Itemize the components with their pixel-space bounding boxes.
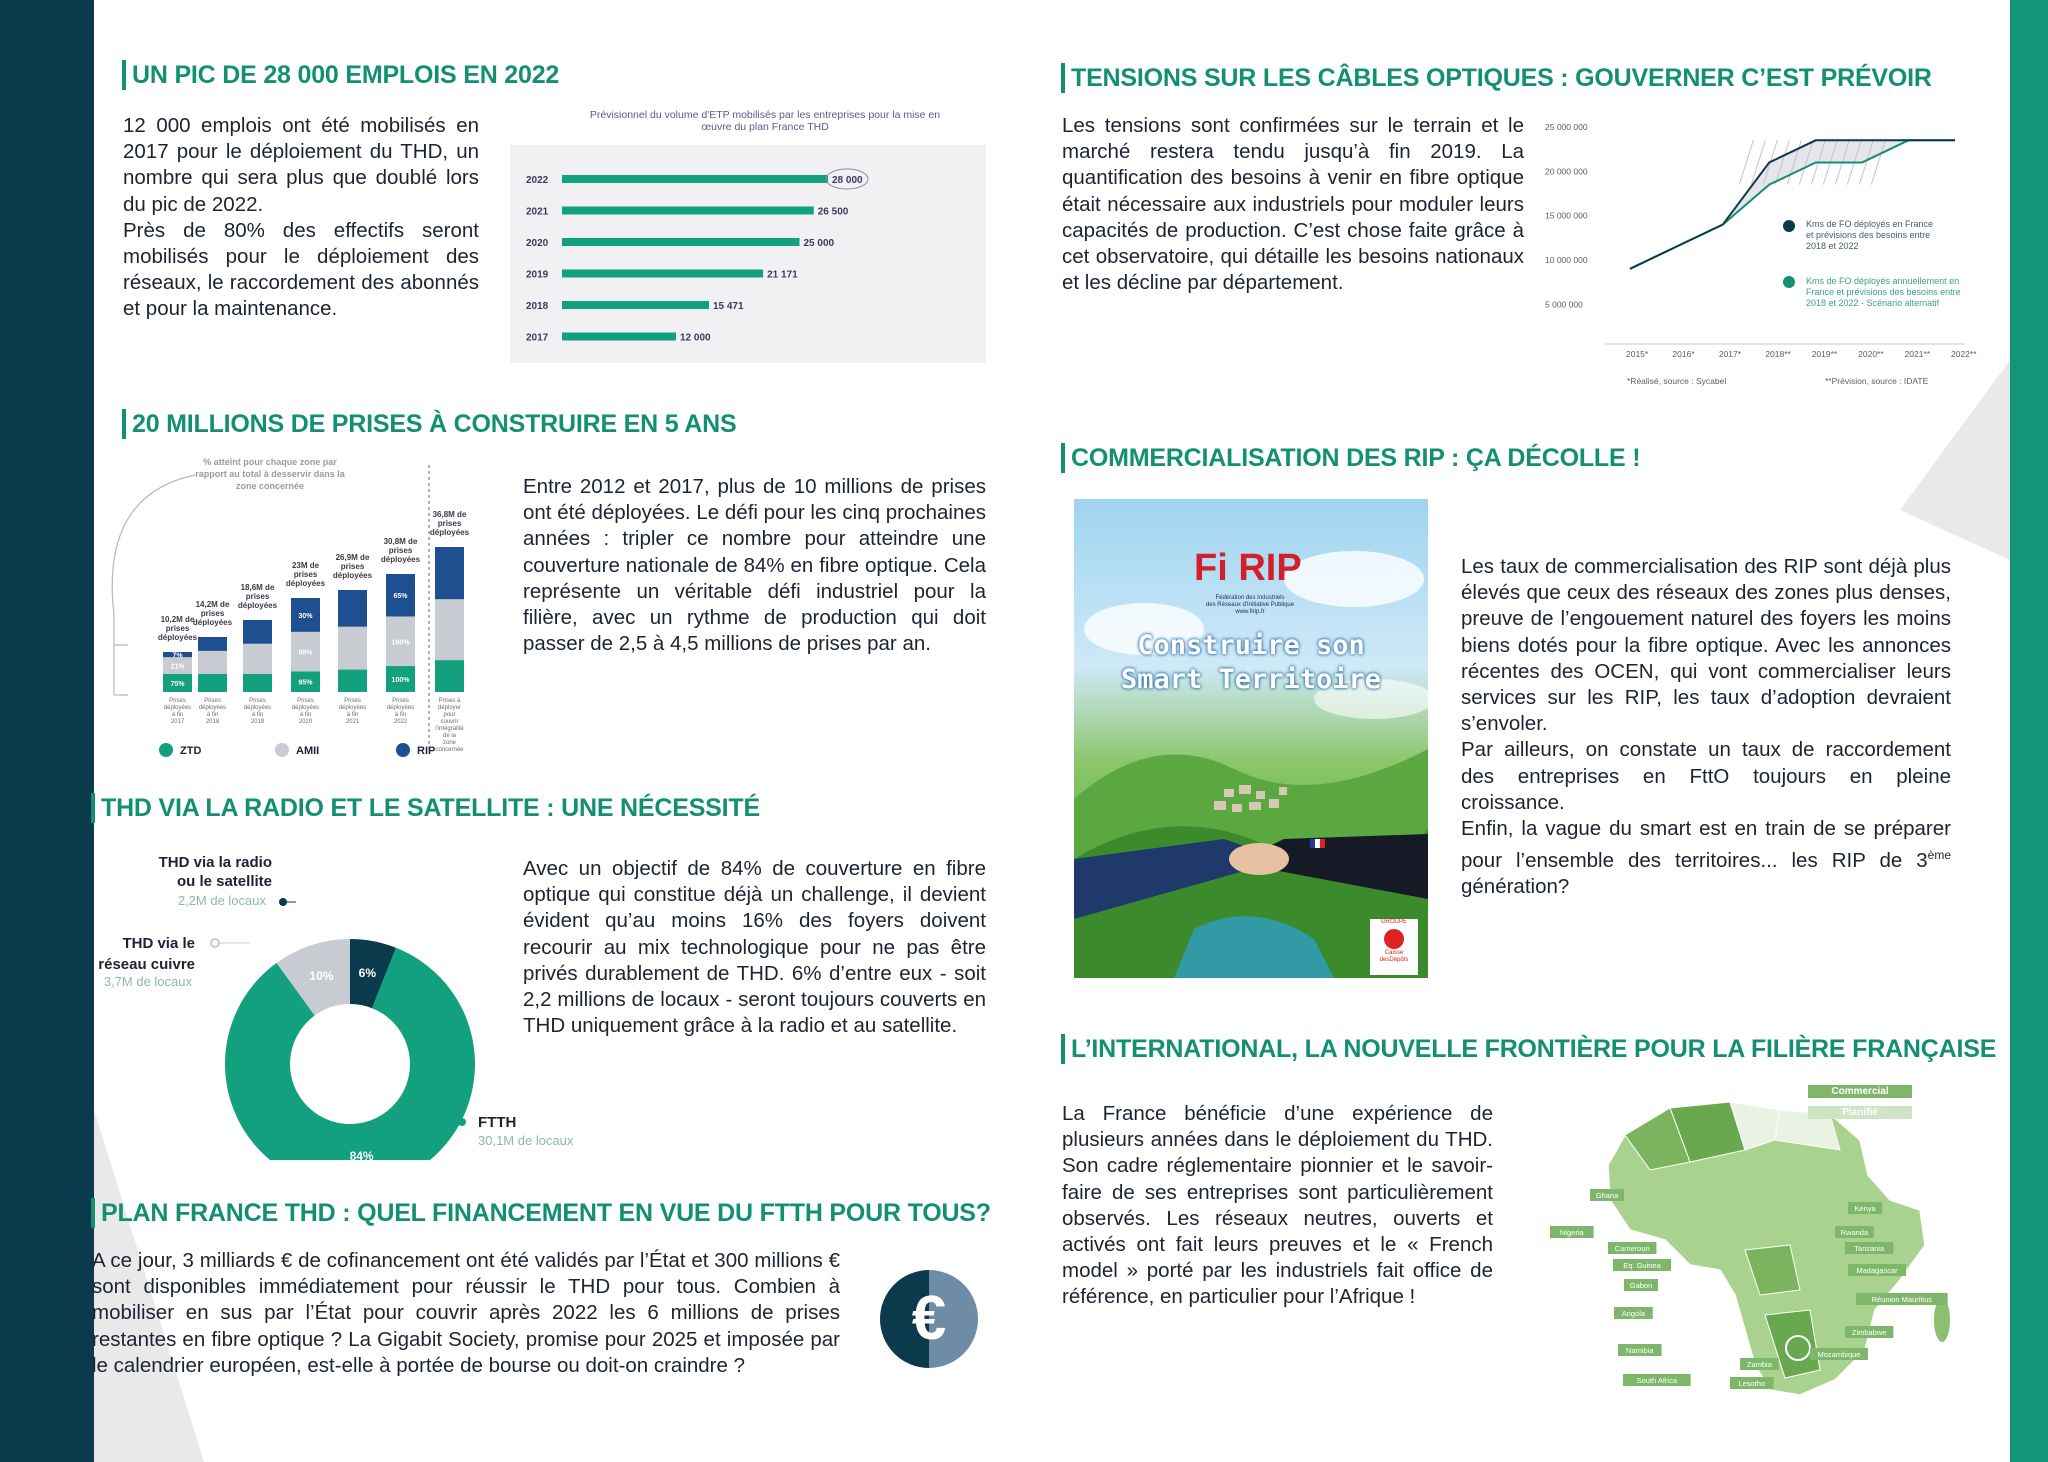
etp-bar	[562, 333, 676, 341]
prises-legend-dot	[275, 743, 289, 757]
prises-annotation-1: % atteint pour chaque zone par	[203, 457, 337, 467]
prises-top-label: déployées	[157, 633, 198, 642]
prises-stacked-chart	[100, 455, 500, 760]
prises-category-label: à fin	[346, 712, 359, 718]
prises-category-label: déployées	[291, 705, 320, 711]
legend-planifie: Planifié	[1808, 1106, 1912, 1119]
text-rip-p3-sup: ème	[1927, 848, 1951, 863]
prises-top-label: 26,9M de	[335, 553, 370, 562]
donut-leader-dot-cuivre	[211, 939, 219, 947]
fo-legend-alt-1: Kms de FO déployés annuellement en	[1806, 276, 1960, 286]
prises-category-label: 2019	[250, 719, 265, 725]
prises-top-label: prises	[165, 624, 190, 633]
fo-y-tick: 10 000 000	[1545, 254, 1588, 265]
prises-bar-ztd	[198, 674, 227, 692]
fo-y-tick: 25 000 000	[1545, 122, 1588, 132]
prises-category-label: 2022	[393, 719, 408, 725]
prises-top-label: déployées	[332, 571, 373, 580]
section-title-radio: THD VIA LA RADIO ET LE SATELLITE : UNE NÉCESSITÉ	[91, 793, 760, 823]
map-country-label: Zimbabwe	[1851, 1328, 1887, 1337]
text-rip-p3	[1461, 816, 1951, 900]
poster-logo-sub	[1180, 595, 1320, 616]
text-rip	[1461, 554, 1951, 900]
left-decorative-band	[0, 0, 94, 1462]
map-country-label: Nigeria	[1559, 1228, 1584, 1237]
map-country-label: Madagascar	[1856, 1266, 1898, 1275]
chart-title-etp-l2: œuvre du plan France THD	[701, 121, 829, 133]
prises-label-amii: 100%	[391, 639, 410, 647]
section-title-emplois: UN PIC DE 28 000 EMPLOIS EN 2022	[122, 60, 559, 90]
poster-logo: Fi RIP	[1194, 547, 1302, 589]
prises-category-label: déployées	[163, 705, 192, 711]
fo-hatch-line	[1739, 140, 1753, 184]
prises-category-label: Prises	[204, 698, 221, 704]
prises-top-label: 23M de	[291, 561, 320, 570]
fo-legend-alt-2: France et prévisions des besoins entre	[1806, 287, 1961, 297]
section-title-prises: 20 MILLIONS DE PRISES À CONSTRUIRE EN 5 ANS	[122, 409, 736, 439]
text-rip-p3b: génération?	[1461, 875, 1570, 899]
prises-top-label: déployées	[285, 579, 326, 588]
poster-badge-1: GROUPE	[1380, 919, 1407, 925]
fo-y-tick: 15 000 000	[1545, 210, 1588, 221]
prises-top-label: prises	[437, 519, 462, 528]
prises-legend-label: AMII	[296, 745, 320, 757]
etp-year-label: 2018	[526, 301, 549, 312]
map-country-label: Eq. Guinea	[1623, 1261, 1661, 1270]
prises-bar-ztd	[435, 660, 464, 692]
map-country-label: Réunion Mauritius	[1871, 1295, 1933, 1304]
map-country-label: Kenya	[1854, 1204, 1876, 1213]
etp-value-label: 15 471	[712, 301, 744, 312]
donut-value-label: 6%	[358, 966, 377, 981]
chart-title-etp	[540, 109, 990, 133]
fo-x-tick: 2022**	[1951, 349, 1977, 359]
map-country-label: South Africa	[1636, 1376, 1678, 1385]
etp-value-label: 21 171	[767, 269, 798, 281]
prises-category-label: déployées	[386, 705, 415, 711]
prises-bar-rip	[435, 547, 464, 599]
prises-legend-label: ZTD	[180, 745, 202, 757]
prises-bar-amii	[198, 651, 227, 674]
prises-label-rip: 65%	[393, 593, 408, 601]
poster-logo-sub-1: Fédération des Industriels	[1215, 595, 1285, 601]
map-country-label: Zambia	[1746, 1360, 1772, 1369]
prises-category-label: pour	[443, 712, 456, 718]
fo-legend-alt-3: 2018 et 2022 - Scénario alternatif	[1806, 298, 1940, 308]
prises-category-label: 2018	[205, 719, 220, 725]
prises-category-label: à fin	[206, 712, 219, 718]
prises-category-label: de la	[442, 733, 457, 739]
prises-category-label: Prises à	[438, 698, 461, 704]
prises-category-label: à fin	[394, 712, 407, 718]
etp-bar	[562, 270, 763, 278]
text-emplois-p1: 12 000 emplois ont été mobilisés en 2017 pour le déploiement du THD, un nombre qui sera plus que doublé lors du pic de 2022.	[123, 114, 479, 216]
fo-legend-main-1: Kms de FO déployés en France	[1806, 219, 1934, 229]
prises-bar-ztd	[338, 670, 367, 692]
prises-legend-dot	[159, 743, 173, 757]
etp-value-label: 26 500	[817, 206, 849, 218]
section-title-rip: COMMERCIALISATION DES RIP : ÇA DÉCOLLE !	[1061, 443, 1640, 473]
prises-category-label: Prises	[169, 698, 186, 704]
map-country-label: Rwanda	[1840, 1228, 1869, 1237]
prises-top-label: 14,2M de	[195, 600, 230, 609]
poster-title-1: Construire son	[1137, 630, 1365, 661]
map-country-label: Angola	[1621, 1309, 1646, 1318]
euro-symbol: €	[911, 1284, 947, 1353]
fo-x-tick: 2016*	[1672, 349, 1695, 359]
etp-value-label: 12 000	[680, 332, 711, 344]
prises-label-ztd: 75%	[170, 681, 185, 688]
prises-label-rip: 30%	[298, 612, 313, 620]
etp-bar	[562, 175, 828, 183]
prises-top-label: déployées	[429, 528, 470, 537]
map-country-label: Gabon	[1629, 1281, 1653, 1290]
thd-donut-chart	[80, 840, 600, 1160]
poster-badge-2: Caisse	[1384, 950, 1404, 956]
prises-label-ztd: 100%	[391, 677, 410, 685]
text-radio: Avec un objectif de 84% de couverture en fibre optique qui constitue déjà un challenge, il devient évident qu’au moins 16% des foyers doivent recourir au mix technologique pour ne pas être privés durablement de THD. 6% d’entre eux - soit 2,2 millions de locaux - seront toujours couverts en THD uniquement grâce à la radio et au satellite.	[523, 857, 986, 1038]
text-financement: A ce jour, 3 milliards € de cofinancement ont été validés par l’État et 300 millions € sont disponibles immédiatement pour réussir le THD pour tous. Combien à mobiliser en sus par l’État pour couvrir après 2022 les 6 millions de prises restantes en fibre optique ? La Gigabit Society, promise pour 2025 et imposée par le calendrier européen, est-elle à portée de bourse ou doit-on craindre ?	[92, 1249, 840, 1377]
map-country-label: Mozambique	[1817, 1350, 1861, 1359]
prises-top-label: prises	[245, 592, 270, 601]
prises-bar-amii	[435, 599, 464, 660]
text-emplois	[123, 113, 479, 323]
prises-top-label: déployées	[237, 601, 278, 610]
text-rip-p1: Les taux de commercialisation des RIP sont déjà plus élevés que ceux des réseaux des zones plus denses, preuve de l’engouement naturel des foyers les moins biens dotés pour la fibre optique. Avec les annonces récentes des OCEN, qui vont commercialiser leurs services sur les RIP, les taux d’adoption devraient s’envoler.	[1461, 555, 1951, 736]
prises-bar-ztd	[243, 674, 272, 692]
map-country-label: Tanzania	[1854, 1244, 1885, 1253]
etp-bar	[562, 207, 814, 215]
etp-value-label: 25 000	[803, 238, 835, 249]
prises-category-label: l'intégralité	[435, 726, 464, 732]
prises-legend-label: RIP	[417, 745, 436, 757]
prises-annotation-3: zone concernée	[235, 481, 305, 491]
donut-label-cuivre-1: THD via le	[122, 935, 195, 952]
poster-logo-sub-3: www.firip.fr	[1235, 609, 1265, 615]
donut-label-cuivre-2: réseau cuivre	[98, 956, 195, 973]
donut-label-radio-sub: 2,2M de locaux	[177, 893, 266, 908]
fo-y-tick: 20 000 000	[1545, 166, 1588, 177]
map-country-label: Namibia	[1626, 1346, 1654, 1355]
prises-category-label: 2021	[345, 719, 360, 725]
right-decorative-band	[2010, 0, 2048, 1462]
donut-label-radio-2: ou le satellite	[176, 873, 272, 890]
prises-category-label: Prises	[297, 698, 314, 704]
poster-badge	[1370, 919, 1418, 964]
poster-title-2: Smart Territoire	[1120, 664, 1382, 695]
donut-label-radio-1: THD via la radio	[158, 854, 272, 871]
fo-x-tick: 2020**	[1858, 349, 1884, 359]
poster-logo-sub-2: des Réseaux d'Initiative Publique	[1205, 602, 1295, 608]
prises-label-ztd: 95%	[298, 679, 313, 687]
etp-bar	[562, 238, 800, 246]
prises-top-label: 10,2M de	[160, 615, 195, 624]
fo-x-tick: 2018**	[1765, 349, 1791, 359]
poster-title	[1074, 629, 1428, 697]
fibre-line-chart	[1545, 112, 1985, 392]
text-rip-p2: Par ailleurs, on constate un taux de raccordement des entreprises en FttO toujours en pleine croissance.	[1461, 738, 1951, 814]
prises-top-label: 36,8M de	[432, 510, 467, 519]
prises-top-label: 18,6M de	[240, 583, 275, 592]
fo-note-prevision: **Prévision, source : IDATE	[1825, 376, 1929, 386]
etp-year-label: 2021	[526, 206, 549, 218]
prises-category-label: à fin	[251, 712, 264, 718]
prises-annotation-bracket	[114, 645, 128, 695]
prises-legend-dot	[396, 743, 410, 757]
text-international: La France bénéficie d’une expérience de plusieurs années dans le déploiement du THD. Son cadre réglementaire pionnier et le savoir-faire de ses entreprises sont particulièrement observés. Les réseaux neutres, ouverts et activés ont fait leurs preuves et le « French model » porté par les industriels fait office de référence, en particulier pour l’Afrique !	[1062, 1102, 1493, 1309]
donut-label-ftth-sub: 30,1M de locaux	[478, 1133, 574, 1148]
prises-category-label: déployées	[338, 705, 367, 711]
donut-value-label: 10%	[309, 969, 334, 984]
map-country-label: Lesotho	[1738, 1379, 1766, 1388]
prises-label-amii: 88%	[298, 649, 313, 657]
chart-title-etp-l1: Prévisionnel du volume d'ETP mobilisés par les entreprises pour la mise en	[589, 109, 941, 121]
fo-legend-dot-alt	[1783, 276, 1795, 288]
poster-badge-3: desDépôts	[1379, 957, 1409, 963]
prises-category-label: concernée	[435, 747, 464, 753]
fo-legend-main-3: 2018 et 2022	[1806, 241, 1859, 251]
fo-x-tick: 2019**	[1811, 349, 1838, 359]
prises-bar-rip	[198, 637, 227, 651]
prises-top-label: déployées	[192, 618, 233, 627]
etp-year-label: 2022	[526, 175, 549, 186]
legend-commercial: Commercial	[1808, 1085, 1912, 1098]
firip-poster	[1074, 499, 1428, 978]
fo-gap-area	[1630, 140, 1955, 269]
fo-legend-main-2: et prévisions des besoins entre	[1806, 230, 1931, 240]
section-title-financement: PLAN FRANCE THD : QUEL FINANCEMENT EN VUE DU FTTH POUR TOUS?	[91, 1198, 991, 1228]
donut-label-cuivre-sub: 3,7M de locaux	[103, 974, 192, 989]
map-country-label: Ghana	[1595, 1191, 1619, 1200]
fo-x-tick: 2021**	[1904, 349, 1931, 359]
prises-category-label: déployées	[243, 705, 272, 711]
prises-bar-rip	[338, 590, 367, 627]
prises-category-label: déployées	[198, 705, 227, 711]
prises-top-label: prises	[340, 562, 365, 571]
prises-bar-amii	[243, 644, 272, 674]
prises-top-label: déployées	[380, 555, 421, 564]
prises-top-label: prises	[200, 609, 225, 618]
prises-category-label: déployer	[437, 705, 462, 711]
euro-icon	[880, 1270, 978, 1368]
fo-note-realise: *Réalisé, source : Sycabel	[1627, 376, 1727, 386]
prises-label-amii: 21%	[170, 663, 185, 671]
etp-year-label: 2017	[526, 332, 549, 344]
prises-top-label: 30,8M de	[383, 537, 418, 546]
prises-category-label: à fin	[171, 712, 184, 718]
fo-y-tick: 5 000 000	[1545, 299, 1583, 310]
prises-category-label: Prises	[392, 698, 409, 704]
prises-bar-amii	[338, 627, 367, 670]
donut-label-ftth: FTTH	[478, 1114, 517, 1131]
fo-x-tick: 2017*	[1718, 349, 1742, 359]
fo-legend-dot-main	[1783, 220, 1795, 232]
prises-top-label: prises	[293, 570, 318, 579]
prises-label-rip: 7%	[172, 652, 183, 660]
etp-value-label: 28 000	[832, 175, 863, 186]
prises-category-label: à fin	[299, 712, 312, 718]
text-rip-p3a: Enfin, la vague du smart est en train de se préparer pour l’ensemble des territoires... les RIP de 3	[1461, 817, 1951, 873]
donut-leader-dot-ftth	[458, 1118, 466, 1126]
map-country-label: Cameroun	[1614, 1244, 1650, 1253]
fo-x-tick: 2015*	[1626, 349, 1649, 359]
prises-annotation-2: rapport au total à desservir dans la	[195, 469, 345, 479]
prises-category-label: 2017	[170, 719, 185, 725]
section-title-international: L’INTERNATIONAL, LA NOUVELLE FRONTIÈRE POUR LA FILIÈRE FRANÇAISE	[1061, 1034, 1996, 1064]
prises-bar-rip	[243, 620, 272, 644]
prises-category-label: Prises	[344, 698, 361, 704]
etp-bar-chart	[510, 145, 986, 363]
prises-category-label: Prises	[249, 698, 266, 704]
prises-category-label: zone	[442, 740, 457, 746]
prises-category-label: 2020	[298, 719, 313, 725]
section-title-cables: TENSIONS SUR LES CÂBLES OPTIQUES : GOUVERNER C’EST PRÉVOIR	[1061, 63, 1932, 93]
etp-year-label: 2020	[526, 238, 549, 249]
text-cables: Les tensions sont confirmées sur le terrain et le marché restera tendu jusqu’à fin 2019. La quantification des besoins à venir en fibre optique était nécessaire aux industriels pour moduler leurs capacités de production. C’est chose faite grâce à cet observatoire, qui détaille les besoins nationaux et les décline par département.	[1062, 114, 1524, 295]
prises-category-label: couvrir	[440, 719, 459, 725]
africa-map	[1530, 1080, 2000, 1400]
etp-bar	[562, 301, 709, 309]
etp-year-label: 2019	[526, 269, 549, 281]
prises-top-label: prises	[388, 546, 413, 555]
text-emplois-p2: Près de 80% des effectifs seront mobilisés pour le déploiement des réseaux, le raccordement des abonnés et pour la maintenance.	[123, 218, 479, 321]
text-prises: Entre 2012 et 2017, plus de 10 millions de prises ont été déployées. Le défi pour les cinq prochaines années : tripler ce nombre pour atteindre une couverture nationale de 84% en fibre optique. Cela représente un véritable défi industriel pour la filière, avec un rythme de production qui doit passer de 2,5 à 4,5 millions de prises par an.	[523, 475, 986, 656]
donut-value-label: 84%	[349, 1148, 374, 1160]
